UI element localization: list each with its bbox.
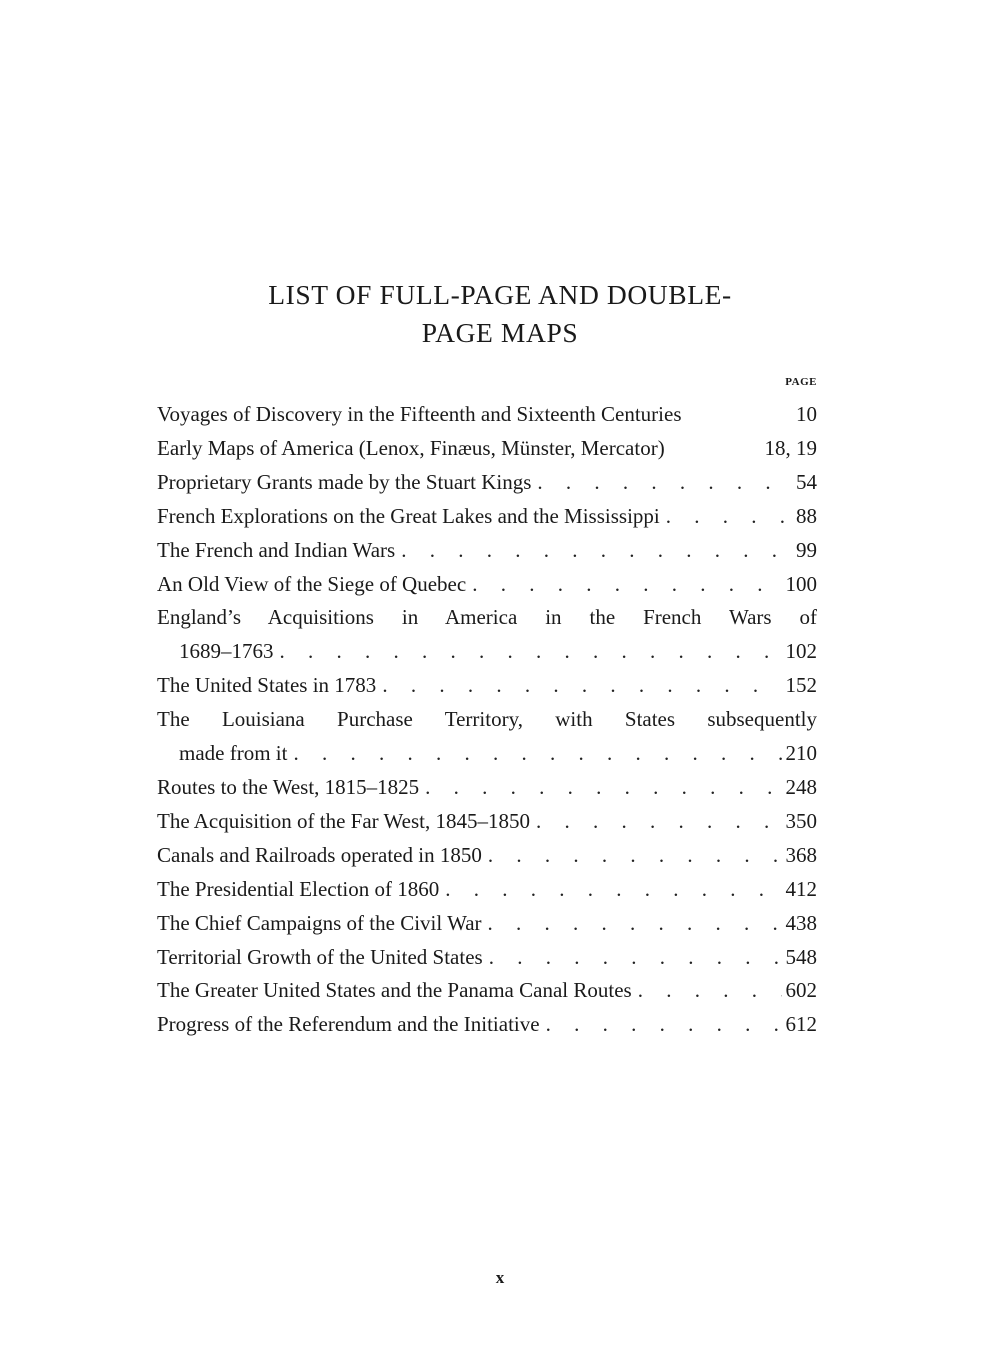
list-item: [157, 398, 817, 432]
list-item: [157, 974, 817, 1008]
dot-leader: [540, 1008, 782, 1042]
entry-title: The Presidential Election of 1860: [157, 876, 440, 901]
dot-leader: [419, 771, 781, 805]
entry-title: An Old View of the Siege of Quebec: [157, 571, 467, 596]
entry-title: Proprietary Grants made by the Stuart Kings: [157, 469, 532, 494]
title-line-1: LIST OF FULL-PAGE AND DOUBLE-: [268, 279, 732, 310]
list-item: [157, 805, 817, 839]
entry-page: 100: [785, 571, 817, 596]
entry-title-line-1: England’s Acquisitions in America in the French Wars of: [157, 605, 817, 630]
list-item: [157, 907, 817, 941]
entry-page: 10: [796, 402, 817, 426]
entry-title: Routes to the West, 1815–1825: [157, 774, 420, 799]
list-item: [157, 669, 817, 703]
list-item: [157, 432, 817, 466]
dot-leader: [482, 907, 782, 941]
page-title: [0, 276, 1000, 352]
list-item: [157, 1008, 817, 1042]
entry-page: 438: [785, 910, 817, 935]
dot-leader: [376, 669, 781, 703]
dot-leader: [483, 941, 782, 975]
dot-leader: [274, 635, 782, 669]
list-item: [157, 568, 817, 602]
dot-leader: [287, 737, 781, 771]
dot-leader: [660, 500, 792, 534]
entry-page: 412: [785, 876, 817, 901]
list-item: [157, 941, 817, 975]
entry-title: Progress of the Referendum and the Initiative: [157, 1012, 540, 1037]
entry-page: 102: [785, 639, 817, 664]
dot-leader: [439, 873, 781, 907]
entry-title: Early Maps of America (Lenox, Finæus, Münster, Mercator): [157, 435, 665, 460]
entry-page: 350: [785, 808, 817, 833]
dot-leader: [632, 974, 782, 1008]
list-item: [157, 500, 817, 534]
entry-title: The Chief Campaigns of the Civil War: [157, 910, 482, 935]
page-number-folio: x: [495, 1268, 505, 1287]
entry-title: The Greater United States and the Panama Canal Routes: [157, 978, 632, 1003]
entry-title-line-1: The Louisiana Purchase Territory, with States subsequently: [157, 707, 817, 732]
entry-page: 612: [785, 1012, 817, 1037]
list-item: [157, 873, 817, 907]
map-list: [157, 398, 817, 1042]
dot-leader: [395, 534, 792, 568]
title-line-2: PAGE MAPS: [421, 317, 579, 348]
entry-page: 210: [785, 741, 817, 766]
entry-page: 368: [785, 842, 817, 867]
list-item: [157, 534, 817, 568]
entry-page: 602: [785, 978, 817, 1003]
dot-leader: [530, 805, 782, 839]
dot-leader: [466, 568, 781, 602]
entry-title: Voyages of Discovery in the Fifteenth and Sixteenth Centuries: [157, 402, 682, 426]
entry-page: 88: [796, 503, 817, 528]
list-item: [157, 839, 817, 873]
entry-page: 18, 19: [764, 435, 817, 460]
entry-title: Canals and Railroads operated in 1850: [157, 842, 482, 867]
dot-leader: [531, 466, 792, 500]
page-column-header: PAGE: [785, 376, 817, 388]
entry-title: The Acquisition of the Far West, 1845–1850: [157, 808, 530, 833]
entry-title: French Explorations on the Great Lakes and the Mississippi: [157, 503, 660, 528]
list-item: [157, 466, 817, 500]
list-item: [157, 771, 817, 805]
entry-title-line-2: made from it: [179, 741, 288, 766]
entry-page: 152: [785, 673, 817, 698]
list-item: [157, 601, 817, 669]
entry-title: The French and Indian Wars: [157, 537, 396, 562]
entry-page: 548: [785, 944, 817, 969]
entry-page: 54: [796, 469, 817, 494]
entry-title-line-2: 1689–1763: [179, 639, 274, 664]
dot-leader: [482, 839, 782, 873]
entry-title: Territorial Growth of the United States: [157, 944, 483, 969]
entry-title: The United States in 1783: [157, 673, 377, 698]
entry-page: 99: [796, 537, 817, 562]
list-item: [157, 703, 817, 771]
entry-page: 248: [785, 774, 817, 799]
